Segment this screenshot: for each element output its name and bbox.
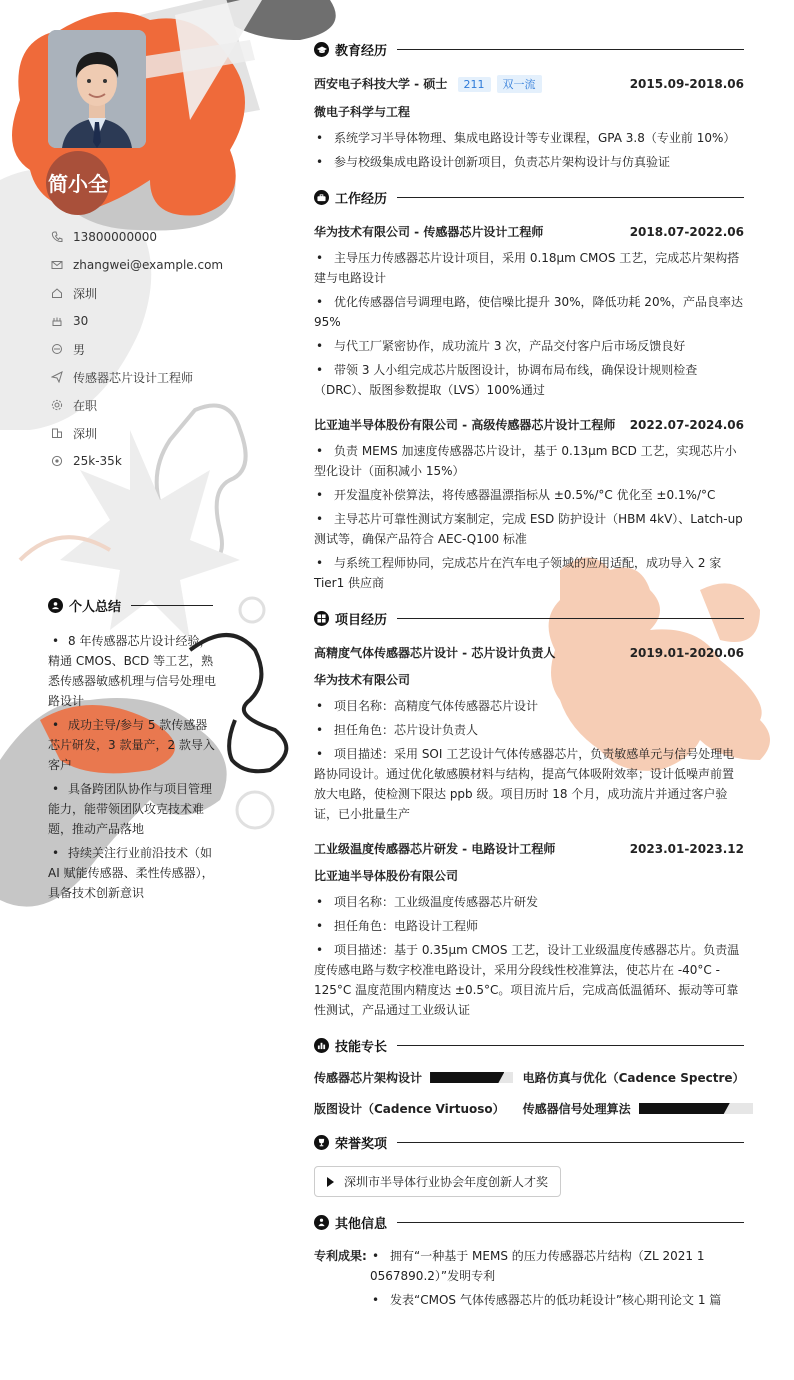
contact-item bbox=[48, 391, 218, 419]
left-column bbox=[48, 30, 224, 475]
job-head bbox=[314, 416, 744, 433]
list-item: • 主导压力传感器芯片设计项目，采用 0.18μm CMOS 工艺，完成芯片架构搭建与电路设计 bbox=[314, 248, 744, 288]
education-details bbox=[314, 128, 744, 172]
trophy-icon bbox=[314, 1135, 329, 1150]
list-item: • 主导芯片可靠性测试方案制定，完成 ESD 防护设计（HBM 4kV）、Latch-up 测试等，确保产品符合 AEC-Q100 标准 bbox=[314, 509, 744, 549]
contact-value: 30 bbox=[73, 314, 89, 328]
list-item: • 项目名称：高精度气体传感器芯片设计 bbox=[314, 696, 744, 716]
job-title: 比亚迪半导体股份有限公司 - 高级传感器芯片设计工程师 bbox=[314, 418, 616, 432]
list-item: • 与代工厂紧密协作，成功流片 3 次，产品交付客户后市场反馈良好 bbox=[314, 336, 744, 356]
skill-level-bar bbox=[430, 1072, 513, 1083]
skill-name: 传感器芯片架构设计 bbox=[314, 1071, 423, 1085]
skill-level-fill bbox=[639, 1103, 730, 1114]
contact-value: 25k-35k bbox=[73, 454, 122, 468]
skill-item bbox=[523, 1100, 753, 1117]
list-item: • 项目描述：采用 SOI 工艺设计气体传感器芯片，负责敏感单元与信号处理电路协同设计。通过优化敏感膜材料与结构，提高气体吸附效率；设计低噪声前置放大电路，使检测下限达 ppb 级。项目历时 18 个月，成功流片并通过客户验证，已小批量生产 bbox=[314, 744, 744, 824]
project-period: 2019.01-2020.06 bbox=[629, 645, 744, 660]
project-list bbox=[314, 644, 744, 1020]
work-title: 工作经历 bbox=[335, 192, 388, 207]
contact-value: zhangwei@example.com bbox=[73, 258, 224, 272]
education-period: 2015.09-2018.06 bbox=[629, 77, 744, 91]
section-divider bbox=[397, 1045, 744, 1046]
contact-value: 深圳 bbox=[73, 426, 98, 441]
people-icon bbox=[314, 1215, 329, 1230]
skill-name: 版图设计（Cadence Virtuoso） bbox=[314, 1102, 505, 1116]
award-label: 深圳市半导体行业协会年度创新人才奖 bbox=[344, 1175, 549, 1189]
project-head bbox=[314, 840, 744, 857]
section-divider bbox=[397, 49, 744, 50]
avatar-portrait-icon bbox=[48, 30, 146, 148]
skill-level-bar bbox=[639, 1103, 753, 1114]
list-item: • 项目描述：基于 0.35μm CMOS 工艺，设计工业级温度传感器芯片。负责温度传感电路与数字校准电路设计，采用分段线性校准算法，使芯片在 -40°C - 125°C 温度范围内精度达 ±0.5°C。项目流片后，完成高低温循环、振动等可靠性测试，产品通过工业级认证 bbox=[314, 940, 744, 1020]
tag-double-first-class: 双一流 bbox=[497, 75, 542, 93]
education-title: 教育经历 bbox=[335, 44, 388, 59]
list-item: • 担任角色：电路设计工程师 bbox=[314, 916, 744, 936]
patent-list bbox=[370, 1246, 744, 1314]
patent-label: 专利成果: bbox=[314, 1249, 367, 1263]
contact-item bbox=[48, 223, 218, 251]
education-section bbox=[314, 40, 744, 172]
other-section bbox=[314, 1213, 744, 1314]
contact-value: 深圳 bbox=[73, 286, 98, 301]
award-item[interactable] bbox=[314, 1166, 561, 1197]
awards-title-row bbox=[314, 1133, 744, 1152]
contact-item bbox=[48, 335, 218, 363]
skill-item bbox=[314, 1069, 513, 1086]
projects-title-row bbox=[314, 609, 744, 628]
list-item: • 优化传感器信号调理电路，使信噪比提升 30%，降低功耗 20%，产品良率达 95% bbox=[314, 292, 744, 332]
skill-item bbox=[314, 1100, 513, 1117]
section-divider bbox=[397, 197, 744, 198]
work-title-row bbox=[314, 188, 744, 207]
contact-list bbox=[48, 223, 224, 475]
school-tags bbox=[452, 77, 542, 91]
other-title-row bbox=[314, 1213, 744, 1232]
email-icon bbox=[51, 259, 63, 271]
list-item: • 8 年传感器芯片设计经验，精通 CMOS、BCD 等工艺，熟悉传感器敏感机理与信号处理电路设计 bbox=[48, 631, 216, 711]
skills-title-row bbox=[314, 1036, 744, 1055]
city-icon bbox=[51, 427, 63, 439]
project-details bbox=[314, 892, 744, 1020]
job-details bbox=[314, 441, 744, 593]
skill-name: 电路仿真与优化（Cadence Spectre） bbox=[522, 1071, 745, 1085]
summary-section bbox=[48, 596, 216, 907]
project-company: 华为技术有限公司 bbox=[314, 673, 411, 687]
contact-value: 在职 bbox=[73, 398, 98, 413]
list-item: • 与系统工程师协同，完成芯片在汽车电子领域的应用适配，成功导入 2 家 Tier1 供应商 bbox=[314, 553, 744, 593]
list-item: • 负责 MEMS 加速度传感器芯片设计，基于 0.13μm BCD 工艺，实现芯片小型化设计（面积减小 15%） bbox=[314, 441, 744, 481]
skill-level-fill bbox=[430, 1072, 504, 1083]
phone-icon bbox=[51, 231, 63, 243]
list-item: • 参与校级集成电路设计创新项目，负责芯片架构设计与仿真验证 bbox=[314, 152, 744, 172]
work-list bbox=[314, 223, 744, 593]
graduation-cap-icon bbox=[314, 42, 329, 57]
list-item: • 具备跨团队协作与项目管理能力，能带领团队攻克技术难题，推动产品落地 bbox=[48, 779, 216, 839]
summary-list bbox=[48, 631, 216, 903]
awards-section bbox=[314, 1133, 744, 1197]
contact-item bbox=[48, 363, 218, 391]
contact-value: 13800000000 bbox=[73, 230, 157, 244]
contact-item bbox=[48, 447, 218, 475]
age-icon bbox=[51, 315, 63, 327]
major: 微电子科学与工程 bbox=[314, 105, 411, 119]
skills-title: 技能专长 bbox=[335, 1040, 388, 1055]
skills-section bbox=[314, 1036, 744, 1117]
list-item: • 项目名称：工业级温度传感器芯片研发 bbox=[314, 892, 744, 912]
patent-row bbox=[314, 1246, 744, 1314]
avatar bbox=[48, 30, 146, 148]
user-icon bbox=[48, 598, 63, 613]
contact-value: 传感器芯片设计工程师 bbox=[73, 370, 194, 385]
contact-item bbox=[48, 419, 218, 447]
project-period: 2023.01-2023.12 bbox=[629, 841, 744, 856]
job-period: 2022.07-2024.06 bbox=[629, 417, 744, 432]
list-item: • 成功主导/参与 5 款传感器芯片研发，3 款量产，2 款导入客户 bbox=[48, 715, 216, 775]
right-column bbox=[314, 40, 744, 1330]
school-name: 西安电子科技大学 - 硕士 bbox=[314, 77, 448, 91]
contact-item bbox=[48, 307, 218, 335]
project-title: 高精度气体传感器芯片设计 - 芯片设计负责人 bbox=[314, 646, 556, 660]
summary-title-row bbox=[48, 596, 216, 615]
project-head bbox=[314, 644, 744, 661]
projects-section bbox=[314, 609, 744, 1020]
work-section bbox=[314, 188, 744, 593]
tag-211: 211 bbox=[458, 77, 491, 92]
grid-icon bbox=[314, 611, 329, 626]
list-item: • 拥有“一种基于 MEMS 的压力传感器芯片结构（ZL 2021 1 0567890.2）”发明专利 bbox=[370, 1246, 744, 1286]
education-entry-head bbox=[314, 75, 744, 93]
awards-title: 荣誉奖项 bbox=[335, 1137, 388, 1152]
contact-value: 男 bbox=[73, 342, 86, 357]
briefcase-icon bbox=[314, 190, 329, 205]
chart-icon bbox=[314, 1038, 329, 1053]
projects-title: 项目经历 bbox=[335, 613, 388, 628]
summary-title: 个人总结 bbox=[69, 600, 122, 615]
job-period: 2018.07-2022.06 bbox=[629, 224, 744, 239]
job-title: 华为技术有限公司 - 传感器芯片设计工程师 bbox=[314, 225, 544, 239]
project-details bbox=[314, 696, 744, 824]
project-title: 工业级温度传感器芯片研发 - 电路设计工程师 bbox=[314, 842, 556, 856]
job-icon bbox=[51, 371, 63, 383]
status-icon bbox=[51, 399, 63, 411]
other-title: 其他信息 bbox=[335, 1217, 388, 1232]
skill-list bbox=[314, 1069, 744, 1117]
job-head bbox=[314, 223, 744, 240]
section-divider bbox=[397, 1222, 744, 1223]
section-divider bbox=[131, 605, 213, 606]
project-company: 比亚迪半导体股份有限公司 bbox=[314, 869, 459, 883]
list-item: • 持续关注行业前沿技术（如 AI 赋能传感器、柔性传感器），具备技术创新意识 bbox=[48, 843, 216, 903]
list-item: • 系统学习半导体物理、集成电路设计等专业课程，GPA 3.8（专业前 10%） bbox=[314, 128, 744, 148]
list-item: • 带领 3 人小组完成芯片版图设计，协调布局布线，确保设计规则检查（DRC）、版图参数提取（LVS）100%通过 bbox=[314, 360, 744, 400]
list-item: • 开发温度补偿算法，将传感器温漂指标从 ±0.5%/°C 优化至 ±0.1%/°C bbox=[314, 485, 744, 505]
section-divider bbox=[397, 618, 744, 619]
contact-item bbox=[48, 279, 218, 307]
education-title-row bbox=[314, 40, 744, 59]
list-item: • 担任角色：芯片设计负责人 bbox=[314, 720, 744, 740]
candidate-name: 简小全 bbox=[48, 172, 108, 196]
salary-icon bbox=[51, 455, 63, 467]
skill-name: 传感器信号处理算法 bbox=[522, 1102, 631, 1116]
gender-icon bbox=[51, 343, 63, 355]
expand-triangle-icon bbox=[327, 1177, 334, 1187]
job-details bbox=[314, 248, 744, 400]
skill-item bbox=[523, 1069, 753, 1086]
home-icon bbox=[51, 287, 63, 299]
list-item: • 发表“CMOS 气体传感器芯片的低功耗设计”核心期刊论文 1 篇 bbox=[370, 1290, 744, 1310]
contact-item bbox=[48, 251, 224, 279]
section-divider bbox=[397, 1142, 744, 1143]
